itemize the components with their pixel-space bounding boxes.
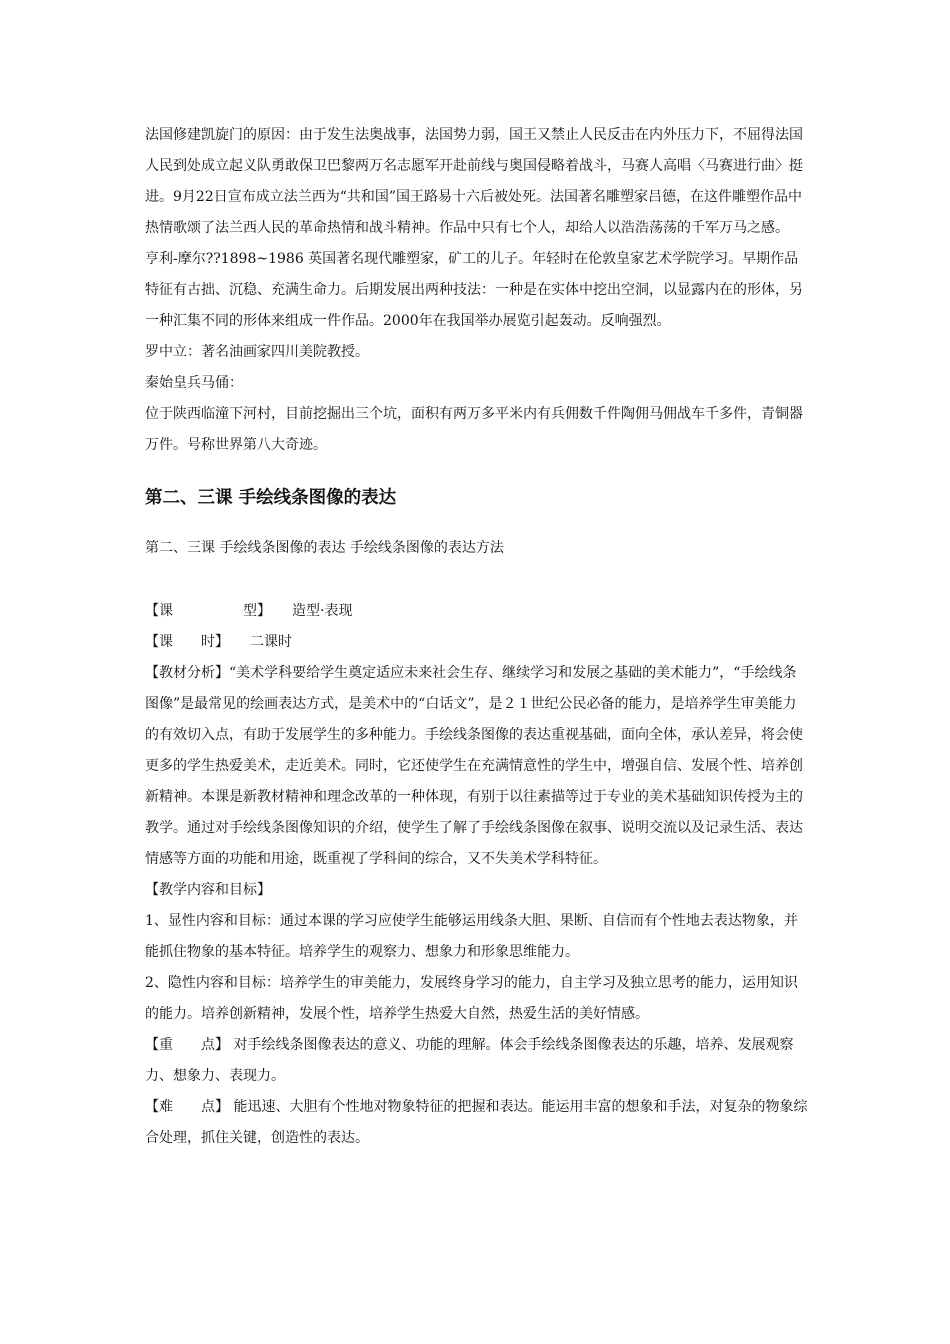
paragraph-luo-zhongli: 罗中立：著名油画家四川美院教授。 <box>145 344 369 360</box>
key-points: 【重 点】 对手绘线条图像表达的意义、功能的理解。体会手绘线条图像表达的乐趣，培养、发展观察力、想象力、表现力。 <box>145 1037 794 1084</box>
difficult-points: 【难 点】 能迅速、大胆有个性地对物象特征的把握和表达。能运用丰富的想象和手法，对复杂的物象综合处理，抓住关键，创造性的表达。 <box>145 1099 808 1146</box>
paragraph-arc-de-triomphe: 法国修建凯旋门的原因：由于发生法奥战事，法国势力弱，国王又禁止人民反击在内外压力下，不屈得法国人民到处成立起义队勇敢保卫巴黎两万名志愿军开赴前线与奥国侵略着战斗，马赛人高唱〈马赛进行曲〉挺进。9月22日宣布成立法兰西为“共和国”国王路易十六后被处死。法国著名雕塑家吕德，在这件雕塑作品中热情歌颂了法兰西人民的革命热情和战斗精神。作品中只有七个人，却给人以浩浩荡荡的千军万马之感。 <box>145 127 803 236</box>
explicit-goals: 1、显性内容和目标：通过本课的学习应使学生能够运用线条大胆、果断、自信而有个性地去表达物象，并能抓住物象的基本特征。培养学生的观察力、想象力和形象思维能力。 <box>145 913 798 960</box>
implicit-goals: 2、隐性内容和目标：培养学生的审美能力，发展终身学习的能力，自主学习及独立思考的能力，运用知识的能力。培养创新精神，发展个性，培养学生热爱大自然，热爱生活的美好情感。 <box>145 975 798 1022</box>
lesson-hours: 【课 时】 二课时 <box>145 634 292 650</box>
material-analysis: 【教材分析】“美术学科要给学生奠定适应未来社会生存、继续学习和发展之基础的美术能力”，“手绘线条图像”是最常见的绘画表达方式，是美术中的“白话文”，是２１世纪公民必备的能力，是培养学生审美能力的有效切入点，有助于发展学生的多种能力。手绘线条图像的表达重视基础，面向全体，承认差异，将会使更多的学生热爱美术，走近美术。同时，它还使学生在充满情意性的学生中，增强自信、发展个性、培养创新精神。本课是新教材精神和理念改革的一种体现，有别于以往素描等过于专业的美术基础知识传授为主的教学。通过对手绘线条图像知识的介绍，使学生了解了手绘线条图像在叙事、说明交流以及记录生活、表达情感等方面的功能和用途，既重视了学科间的综合，又不失美术学科特征。 <box>145 665 803 867</box>
section-subheading: 第二、三课 手绘线条图像的表达 手绘线条图像的表达方法 <box>145 540 504 556</box>
paragraph-henry-moore: 亨利-摩尔??1898~1986 英国著名现代雕塑家，矿工的儿子。年轻时在伦敦皇家艺术学院学习。早期作品特征有古拙、沉稳、充满生命力。后期发展出两种技法：一种是在实体中挖出空洞，以显露内在的形体，另一种汇集不同的形体来组成一件作品。2000年在我国举办展览引起轰动。反响强烈。 <box>145 251 803 329</box>
spacer <box>145 563 810 596</box>
paragraph-terracotta-detail: 位于陕西临潼下河村，目前挖掘出三个坑，面积有两万多平米内有兵佣数千件陶佣马佣战车千多件，青铜器万件。号称世界第八大奇迹。 <box>145 406 803 453</box>
paragraph-terracotta-title: 秦始皇兵马俑： <box>145 375 243 391</box>
content-goals-heading: 【教学内容和目标】 <box>145 882 271 898</box>
lesson-type: 【课 型】 造型·表现 <box>145 603 353 619</box>
document-page <box>145 120 810 1154</box>
section-heading: 第二、三课 手绘线条图像的表达 <box>145 488 397 508</box>
